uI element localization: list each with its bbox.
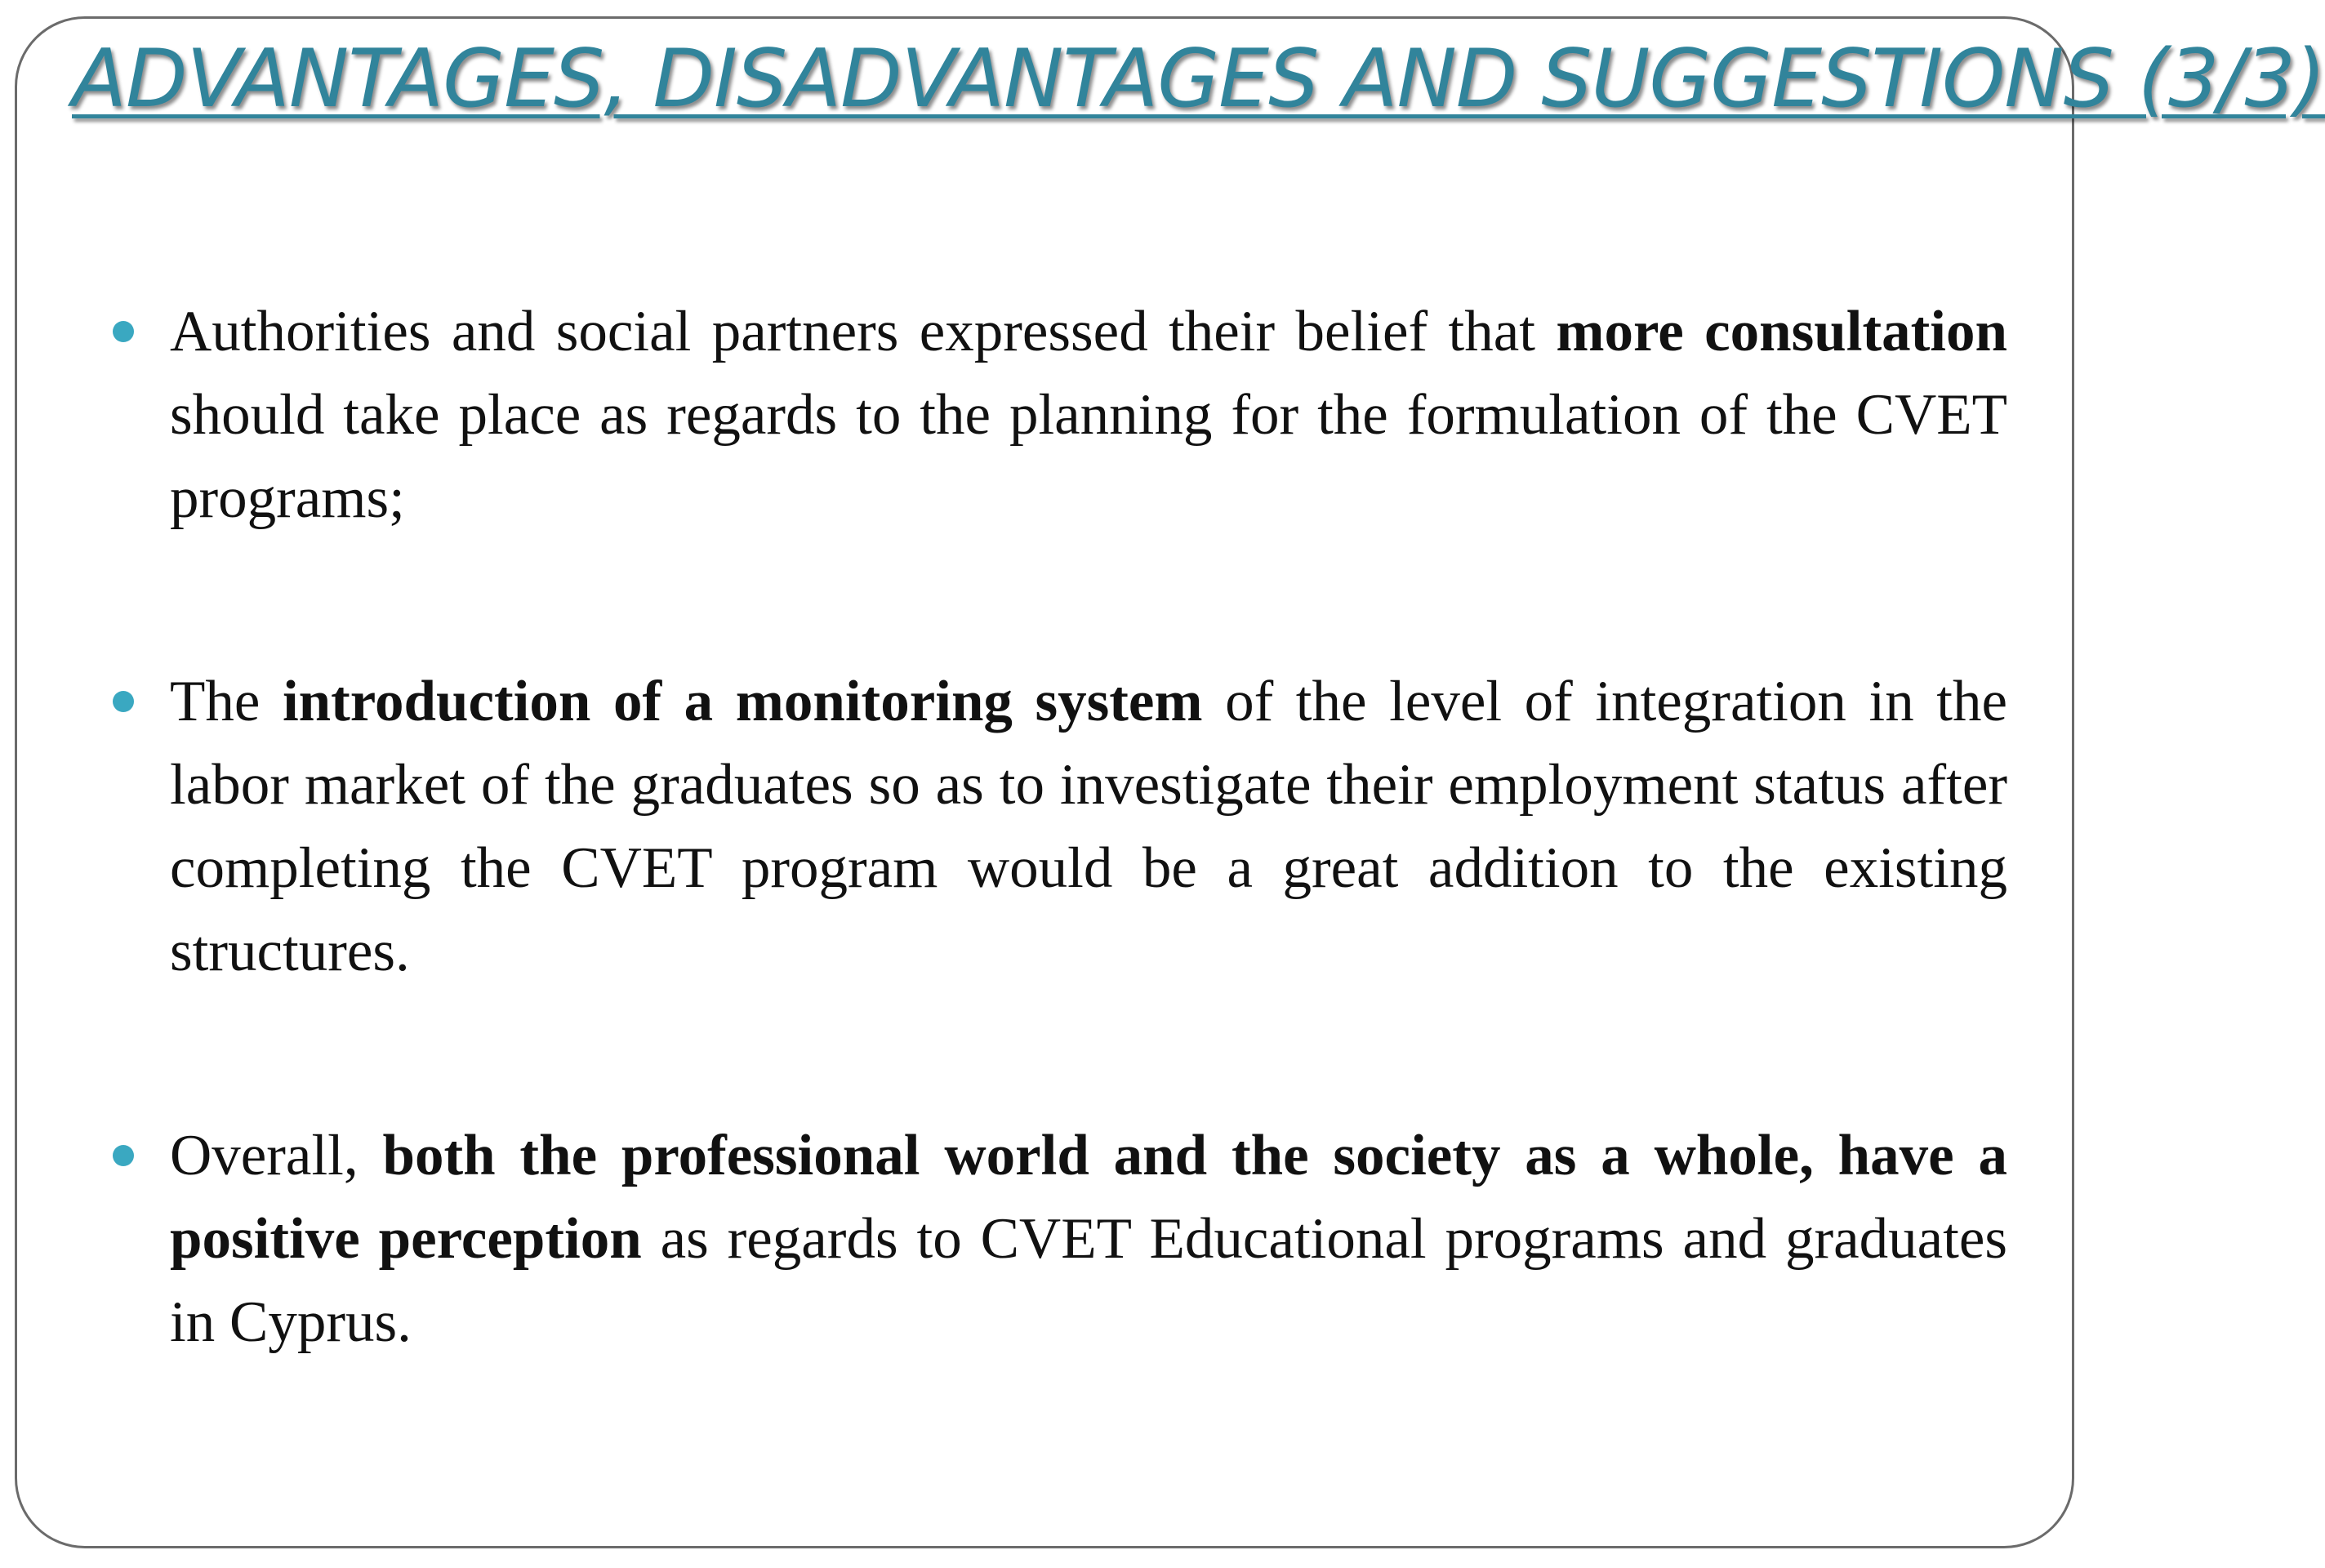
bullet-emphasis: more consultation xyxy=(1556,300,2007,363)
bullet-dot-icon xyxy=(113,321,134,342)
bullet-dot-icon xyxy=(113,691,134,712)
bullet-item xyxy=(170,290,2007,540)
slide-title: ADVANTAGES, DISADVANTAGES AND SUGGESTIONS (3/3) xyxy=(72,33,2325,126)
bullet-emphasis: introduction of a monitoring system xyxy=(282,670,1203,733)
bullet-text: of the level of integration in the labor market of the graduates so as to investigate their employment status after completing the CVET program would be a great addition to the existing structures. xyxy=(170,670,2007,983)
bullet-text: Overall, xyxy=(170,1124,383,1187)
bullet-emphasis: both the professional world and the society as a whole, have a positive perception xyxy=(170,1124,2007,1271)
bullet-item xyxy=(170,1114,2007,1364)
bullet-text: The xyxy=(170,670,283,733)
bullet-item xyxy=(170,660,2007,993)
bullet-text: as regards to CVET Educational programs and graduates in Cyprus. xyxy=(170,1207,2007,1354)
bullet-text: should take place as regards to the planning for the formulation of the CVET programs; xyxy=(170,383,2007,530)
bullet-text: Authorities and social partners expressed their belief that xyxy=(170,300,1557,363)
bullet-dot-icon xyxy=(113,1145,134,1166)
